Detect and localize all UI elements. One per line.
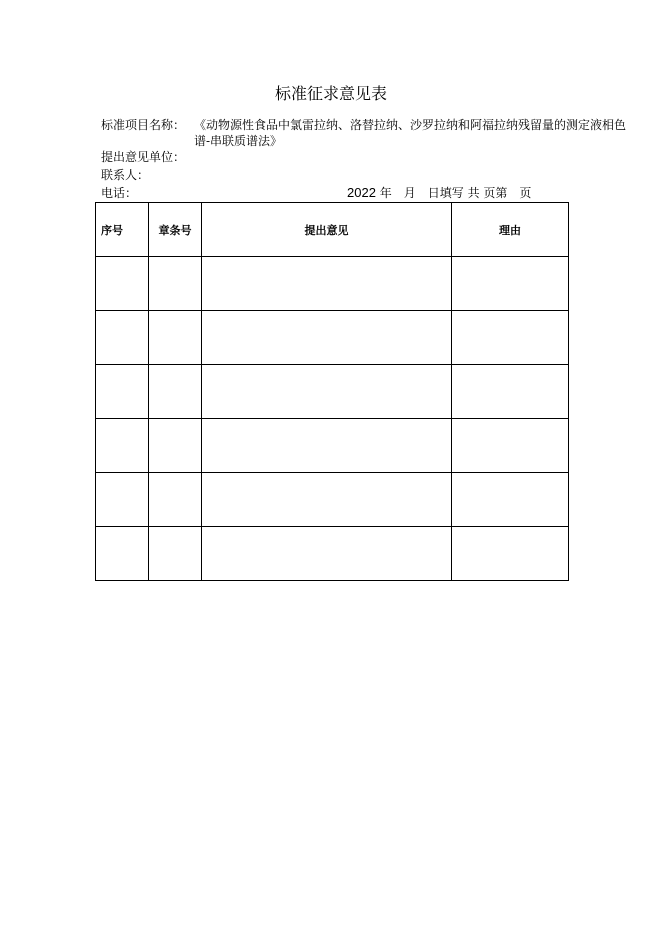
fill-year: 2022 — [347, 185, 376, 200]
header-reason: 理由 — [452, 203, 569, 257]
cell-clause[interactable] — [149, 527, 202, 581]
table-row — [96, 419, 569, 473]
fill-date — [347, 185, 531, 201]
project-name-row — [101, 117, 626, 149]
cell-opinion[interactable] — [202, 257, 452, 311]
opinion-table — [95, 202, 569, 581]
cell-reason[interactable] — [452, 311, 569, 365]
cell-clause[interactable] — [149, 419, 202, 473]
header-serial: 序号 — [96, 203, 149, 257]
cell-serial[interactable] — [96, 365, 149, 419]
cell-serial[interactable] — [96, 419, 149, 473]
table-row — [96, 365, 569, 419]
cell-serial[interactable] — [96, 257, 149, 311]
cell-reason[interactable] — [452, 527, 569, 581]
cell-clause[interactable] — [149, 473, 202, 527]
phone-row — [101, 185, 556, 201]
cell-reason[interactable] — [452, 365, 569, 419]
header-opinion: 提出意见 — [202, 203, 452, 257]
fill-date-rest: 年 月 日填写 共 页第 页 — [379, 186, 532, 200]
cell-opinion[interactable] — [202, 527, 452, 581]
table-row — [96, 527, 569, 581]
table-row — [96, 311, 569, 365]
table-row — [96, 473, 569, 527]
page-title: 标准征求意见表 — [274, 84, 387, 103]
table-header-row — [96, 203, 569, 257]
project-name-value: 《动物源性食品中氯雷拉纳、洛替拉纳、沙罗拉纳和阿福拉纳残留量的测定液相色谱-串联质谱法》 — [194, 118, 627, 148]
cell-opinion[interactable] — [202, 365, 452, 419]
cell-serial[interactable] — [96, 473, 149, 527]
cell-opinion[interactable] — [202, 311, 452, 365]
table-row — [96, 257, 569, 311]
cell-serial[interactable] — [96, 527, 149, 581]
contact-row — [101, 167, 149, 183]
cell-reason[interactable] — [452, 257, 569, 311]
cell-clause[interactable] — [149, 365, 202, 419]
contact-label: 联系人： — [101, 168, 150, 182]
phone-label: 电话： — [101, 186, 138, 200]
cell-opinion[interactable] — [202, 419, 452, 473]
cell-clause[interactable] — [149, 257, 202, 311]
project-name-label: 标准项目名称： — [101, 118, 186, 132]
submitting-unit-label: 提出意见单位： — [101, 150, 186, 164]
cell-reason[interactable] — [452, 419, 569, 473]
header-clause: 章条号 — [149, 203, 202, 257]
cell-reason[interactable] — [452, 473, 569, 527]
cell-serial[interactable] — [96, 311, 149, 365]
cell-opinion[interactable] — [202, 473, 452, 527]
cell-clause[interactable] — [149, 311, 202, 365]
submitting-unit-row — [101, 149, 185, 165]
